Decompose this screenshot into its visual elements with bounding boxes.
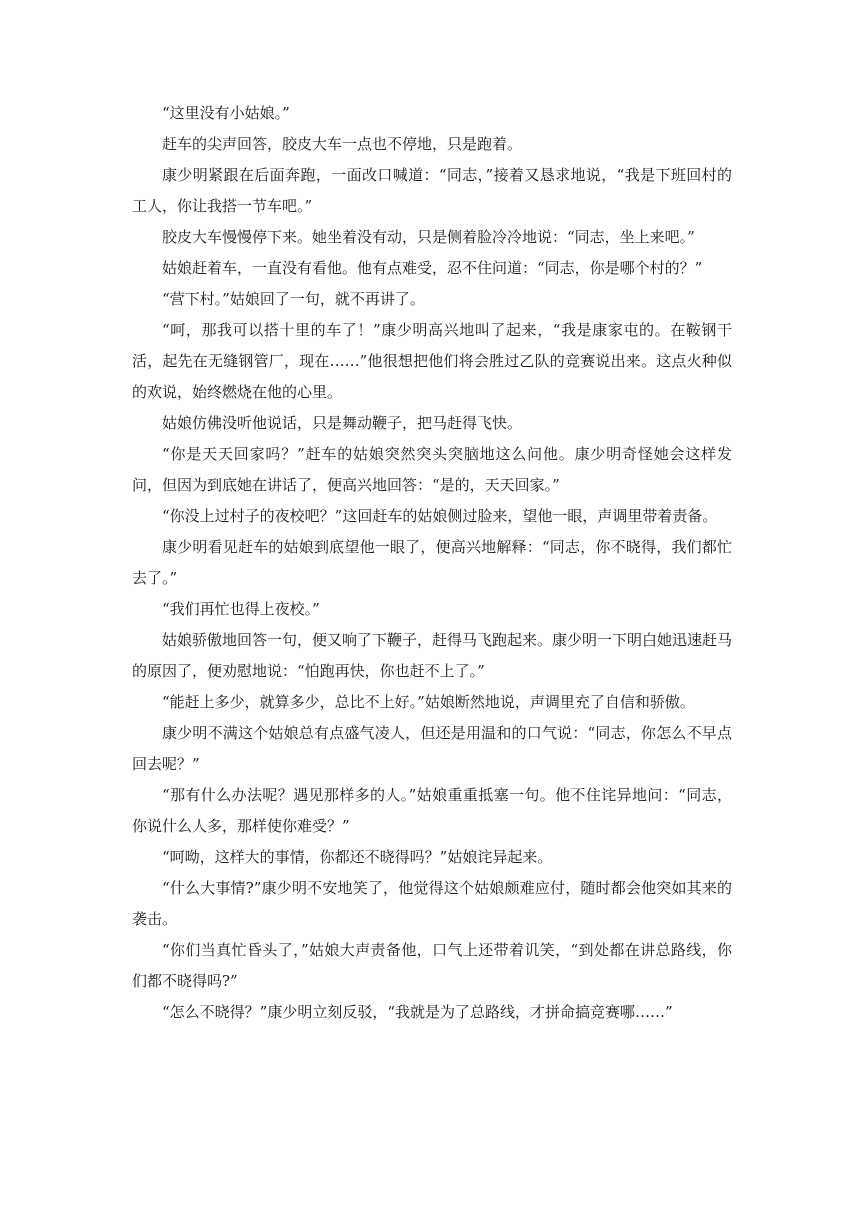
paragraph: “我们再忙也得上夜校。”	[162, 600, 320, 618]
paragraph: “能赶上多少，就算多少，总比不上好。”姑娘断然地说，声调里充了自信和骄傲。	[162, 693, 695, 711]
paragraph: 康少明不满这个姑娘总有点盛气凌人，但还是用温和的口气说：“同志，你怎么不早点回去呢？”	[132, 724, 732, 773]
paragraph: “呵，那我可以搭十里的车了！”康少明高兴地叫了起来，“我是康家屯的。在鞍钢干活，起先在无缝钢管厂，现在……”他很想把他们将会胜过乙队的竞赛说出来。这点火种似的欢说，始终燃烧在他的心里。	[132, 321, 732, 401]
paragraph: 胶皮大车慢慢停下来。她坐着没有动，只是侧着脸冷冷地说：“同志，坐上来吧。”	[162, 228, 695, 246]
paragraph: 康少明紧跟在后面奔跑，一面改口喊道：“同志，”接着又恳求地说，“我是下班回村的工人，你让我搭一节车吧。”	[132, 166, 732, 215]
paragraph: “那有什么办法呢？遇见那样多的人。”姑娘重重抵塞一句。他不住诧异地问：“同志，你说什么人多，那样使你难受？”	[132, 786, 732, 835]
paragraph: “呵呦，这样大的事情，你都还不晓得吗？”姑娘诧异起来。	[162, 848, 553, 866]
paragraph: “怎么不晓得？”康少明立刻反驳，“我就是为了总路线，才拼命搞竞赛哪……”	[162, 1003, 673, 1021]
document-page	[132, 98, 732, 1028]
paragraph: “什么大事情?”康少明不安地笑了，他觉得这个姑娘颇难应付，随时都会他突如其来的袭击。	[132, 879, 732, 928]
paragraph: 赶车的尖声回答，胶皮大车一点也不停地，只是跑着。	[162, 135, 523, 153]
paragraph: “你们当真忙昏头了，”姑娘大声责备他，口气上还带着讥笑，“到处都在讲总路线，你们都不晓得吗?”	[132, 941, 732, 990]
paragraph: 姑娘赶着车，一直没有看他。他有点难受，忍不住问道：“同志，你是哪个村的？”	[162, 259, 703, 277]
paragraph: “这里没有小姑娘。”	[162, 104, 290, 122]
paragraph: 姑娘骄傲地回答一句，便又响了下鞭子，赶得马飞跑起来。康少明一下明白她迅速赶马的原因了，便劝慰地说：“怕跑再快，你也赶不上了。”	[132, 631, 733, 680]
paragraph: “你没上过村子的夜校吧？”这回赶车的姑娘侧过脸来，望他一眼，声调里带着责备。	[162, 507, 718, 525]
paragraph: 姑娘仿佛没听他说话，只是舞动鞭子，把马赶得飞快。	[162, 414, 523, 432]
paragraph: “你是天天回家吗？”赶车的姑娘突然突头突脑地这么问他。康少明奇怪她会这样发问，但因为到底她在讲话了，便高兴地回答：“是的，天天回家。”	[132, 445, 732, 494]
paragraph: 康少明看见赶车的姑娘到底望他一眼了，便高兴地解释：“同志，你不晓得，我们都忙去了。”	[132, 538, 732, 587]
paragraph: “营下村。”姑娘回了一句，就不再讲了。	[162, 290, 425, 308]
